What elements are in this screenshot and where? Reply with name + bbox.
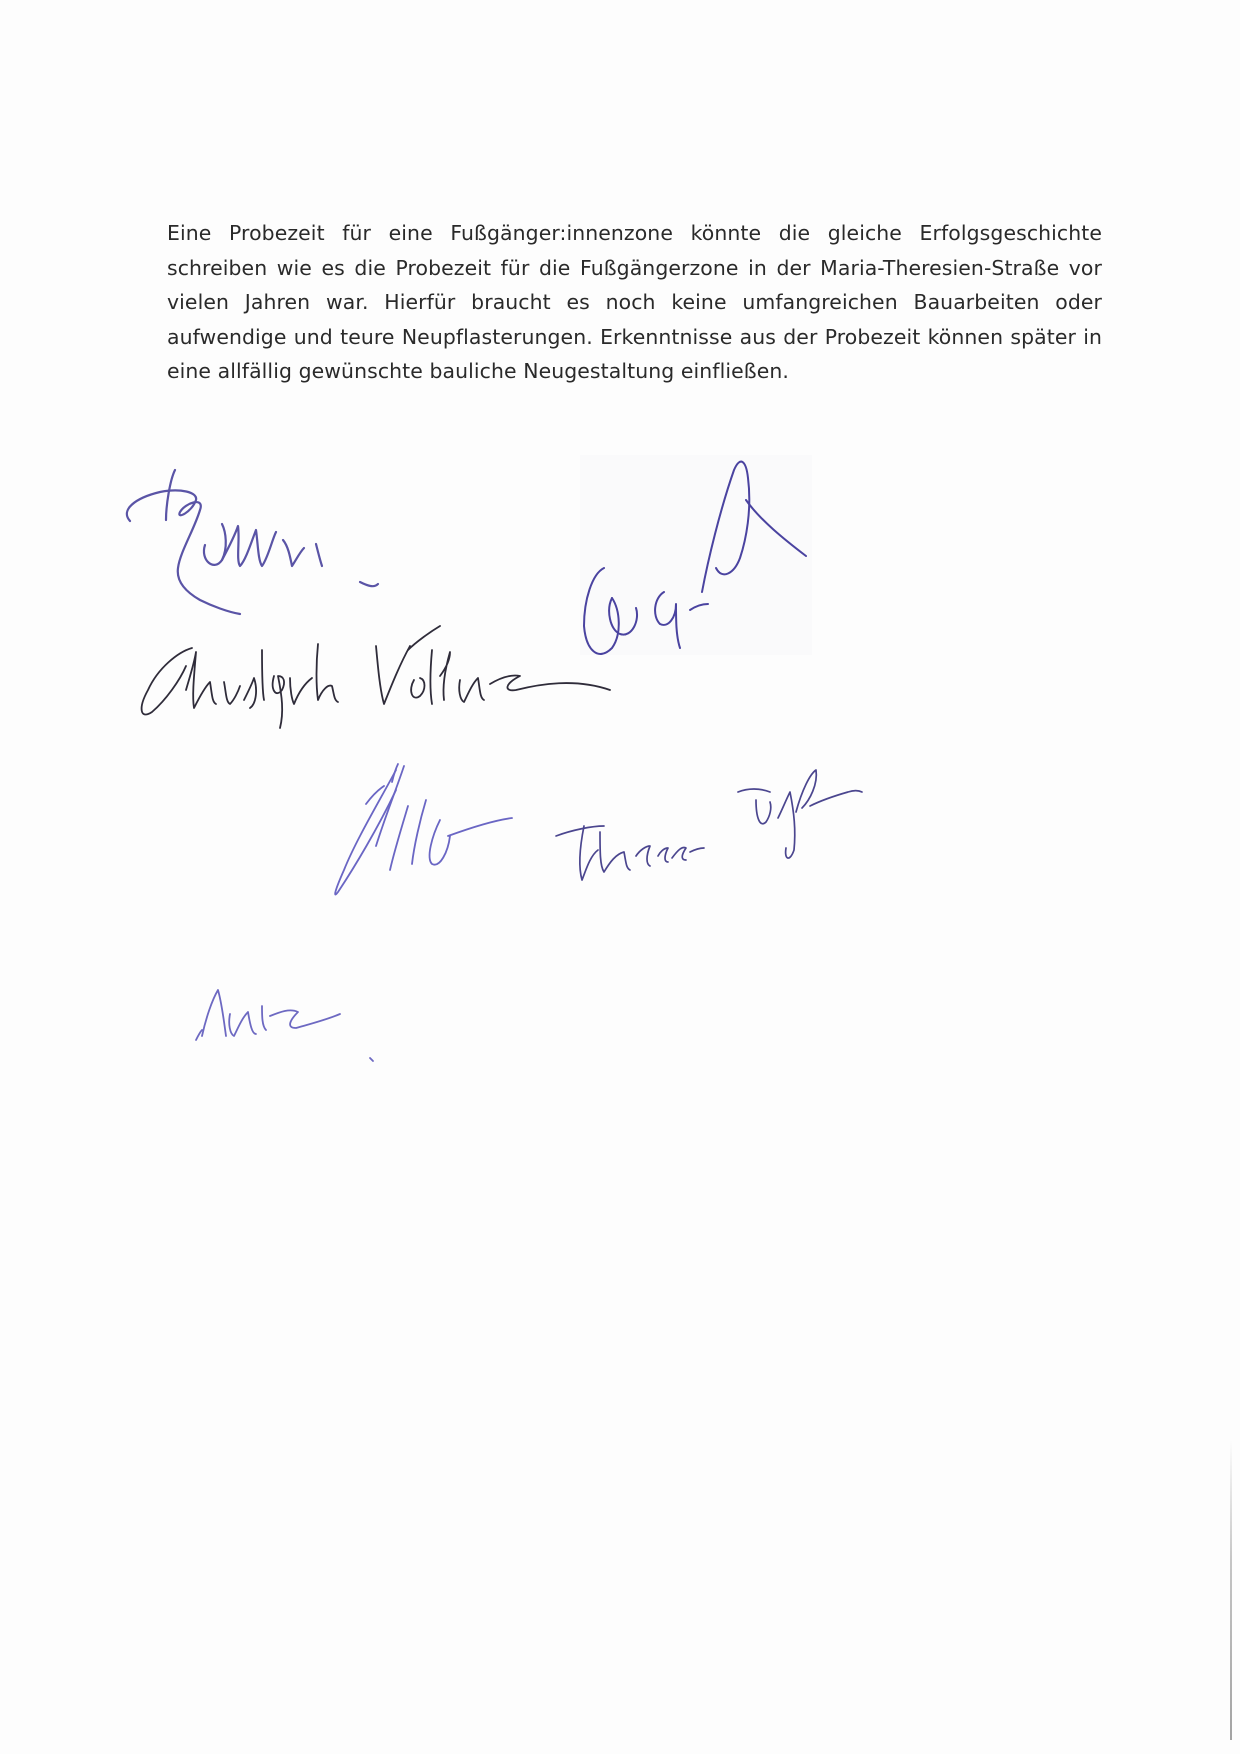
signature-4	[196, 990, 373, 1061]
signature-christoph	[142, 626, 610, 728]
signature-theresa	[556, 770, 862, 880]
signature-2	[584, 462, 806, 654]
signature-3	[335, 764, 512, 895]
signature-1	[127, 470, 378, 614]
scan-edge-line	[1230, 1440, 1232, 1740]
body-paragraph: Eine Probezeit für eine Fußgänger:innenzone könnte die gleiche Erfolgsgeschichte schreiben wie es die Probezeit für die Fußgängerzone in der Maria-Theresien-Straße vor vielen Jahren war. Hierfür braucht es noch keine umfangreichen Bauarbeiten oder aufwendige und teure Neupflasterungen. Erkenntnisse aus der Probezeit können später in eine allfällig gewünschte bauliche Neugestaltung einfließen.	[167, 221, 1102, 384]
